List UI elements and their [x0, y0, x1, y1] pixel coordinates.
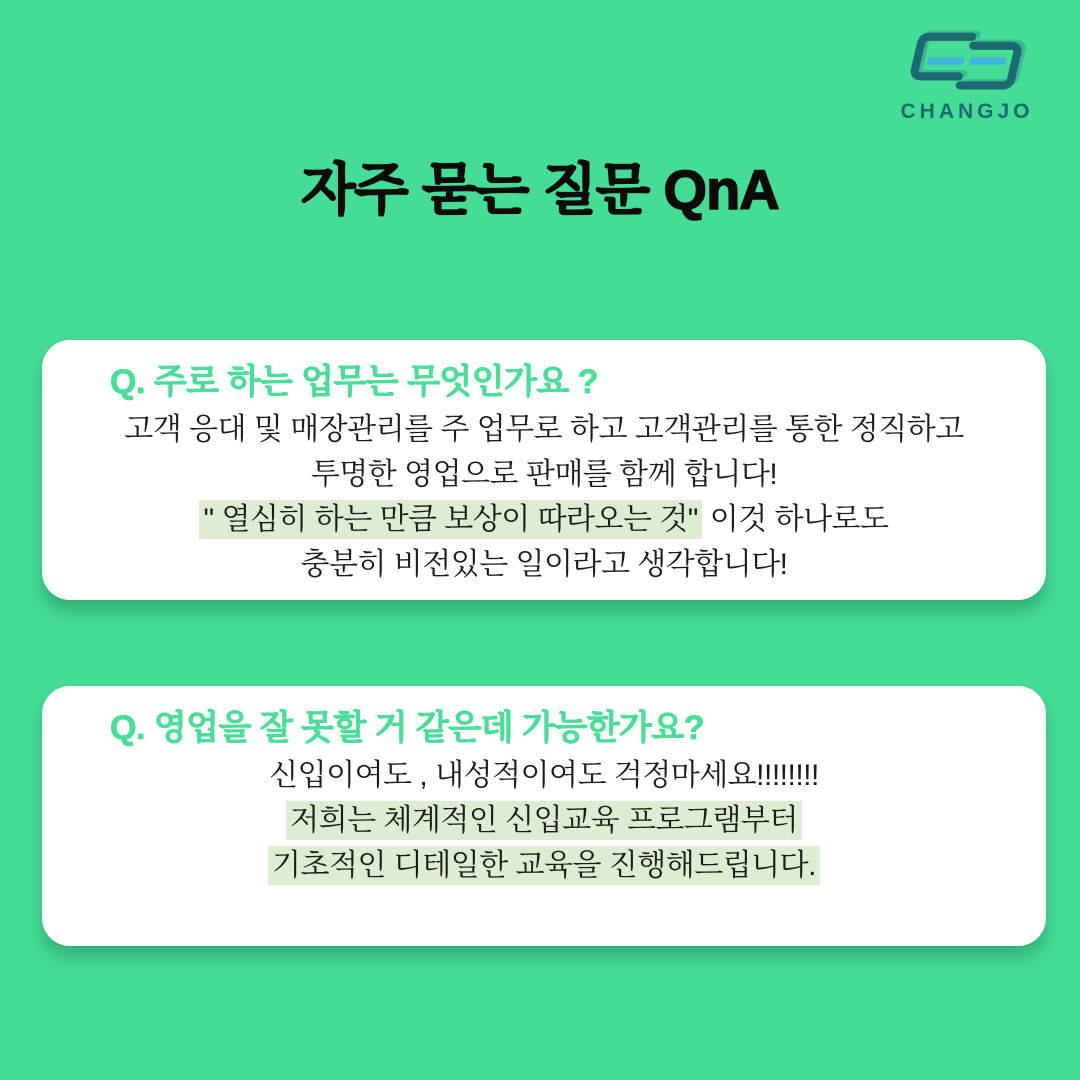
- page-title: 자주 묻는 질문 QnA: [301, 158, 779, 221]
- question-text: Q. 영업을 잘 못할 거 같은데 가능한가요?: [110, 709, 704, 747]
- answer-line: [80, 452, 1008, 497]
- highlighted-text: " 열심히 하는 만큼 보상이 따라오는 것": [199, 500, 702, 539]
- question-text: Q. 주로 하는 업무는 무엇인가요 ?: [110, 363, 599, 401]
- plain-text: 이것 하나로도: [701, 503, 889, 536]
- brand-logo: [884, 26, 1050, 124]
- answer-line: [80, 843, 1008, 888]
- faq-card-1: [42, 340, 1046, 600]
- answer-text: [80, 407, 1008, 587]
- plain-text: 고객 응대 및 매장관리를 주 업무로 하고 고객관리를 통한 정직하고: [124, 413, 964, 446]
- changjo-logo-icon: [892, 26, 1042, 98]
- highlighted-text: 저희는 체계적인 신입교육 프로그램부터: [286, 801, 802, 840]
- faq-card-2: [42, 686, 1046, 946]
- plain-text: 신입이여도 , 내성적이여도 걱정마세요!!!!!!!!: [269, 759, 819, 792]
- answer-text: [80, 753, 1008, 888]
- answer-line: [80, 798, 1008, 843]
- answer-line: [80, 497, 1008, 542]
- answer-line: [80, 407, 1008, 452]
- answer-line: [80, 542, 1008, 587]
- plain-text: 투명한 영업으로 판매를 함께 합니다!: [310, 458, 778, 491]
- highlighted-text: 기초적인 디테일한 교육을 진행해드립니다.: [268, 846, 820, 885]
- plain-text: 충분히 비전있는 일이라고 생각합니다!: [300, 548, 788, 581]
- brand-name: CHANGJO: [900, 100, 1034, 123]
- answer-line: [80, 753, 1008, 798]
